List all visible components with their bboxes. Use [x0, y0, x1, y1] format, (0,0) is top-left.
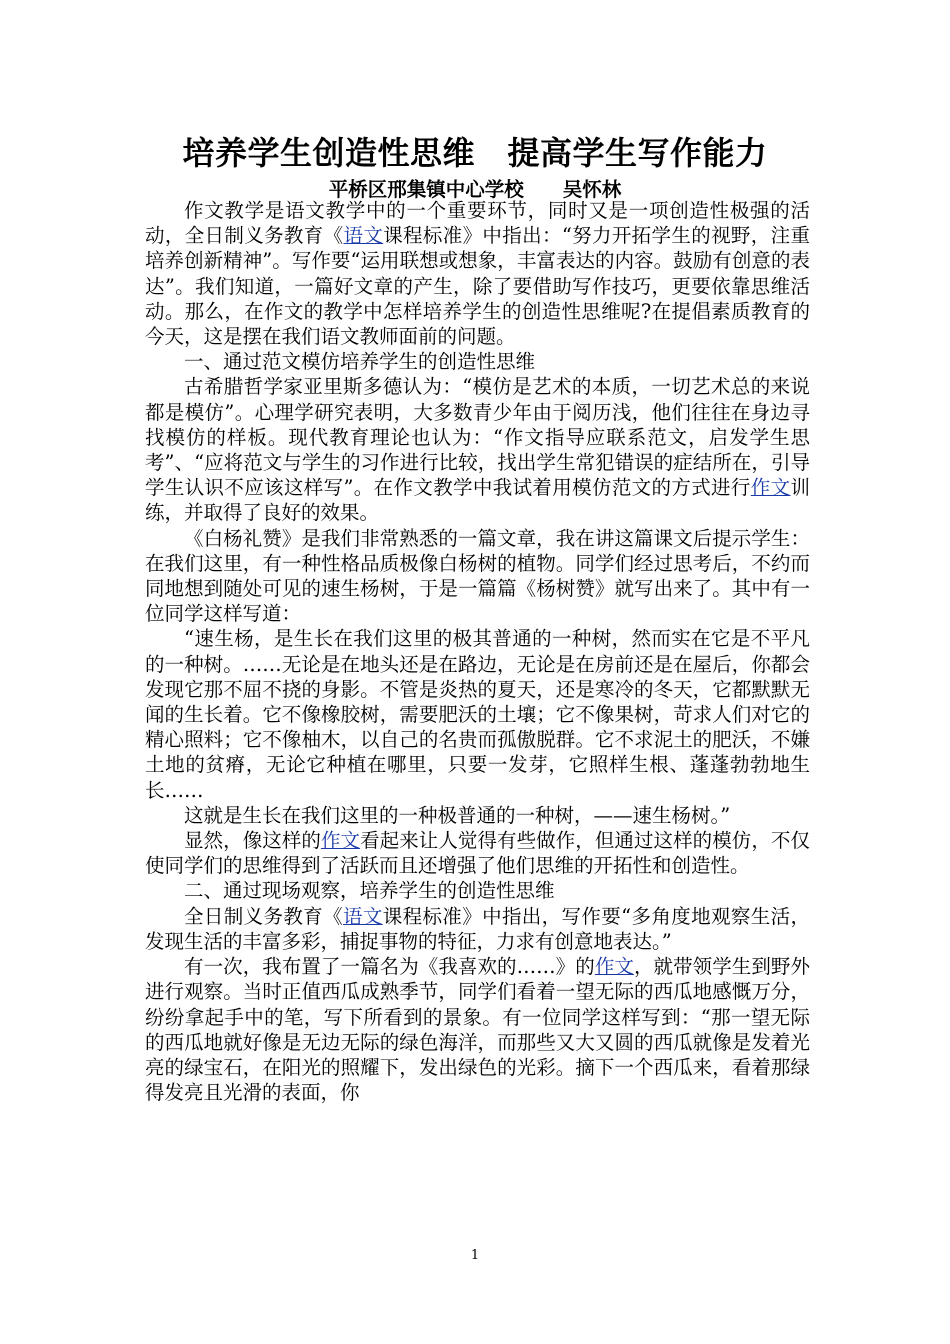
paragraph-text: 显然，像这样的	[184, 829, 321, 853]
paragraph-text: 作文教学是语文教学中的一个重要环节，同时又是一项创造性极强的活动，全日制义务教育《	[145, 199, 810, 248]
paragraph	[145, 526, 810, 627]
document-title: 培养学生创造性思维 提高学生写作能力	[182, 134, 768, 172]
paragraph-text: “速生杨，是生长在我们这里的极其普通的一种树，然而实在它是不平凡的一种树。……无论是在地头还是在路边，无论是在房前还是在屋后，你都会发现它那不屈不挠的身影。不管是炎热的夏天，还是寒冷的冬天，它都默默无闻的生长着。它不像橡胶树，需要肥沃的土壤；它不像果树，苛求人们对它的精心照料；它不像柚木，以自己的名贵而孤傲脱群。它不求泥土的肥沃，不嫌土地的贫瘠，无论它种植在哪里，只要一发芽，它照样生根、蓬蓬勃勃地生长……	[145, 627, 810, 802]
paragraph	[145, 828, 810, 878]
paragraph-text: 《白杨礼赞》是我们非常熟悉的一篇文章，我在讲这篇课文后提示学生：在我们这里，有一种性格品质极像白杨树的植物。同学们经过思考后，不约而同地想到随处可见的速生杨树，于是一篇篇《杨树赞》就写出来了。其中有一位同学这样写道：	[145, 526, 810, 626]
keyword-link[interactable]: 作文	[750, 476, 791, 500]
paragraph-text: ，就带领学生到野外进行观察。当时正值西瓜成熟季节，同学们看着一望无际的西瓜地感慨万分，纷纷拿起手中的笔，写下所看到的景象。有一位同学这样写到：“那一望无际的西瓜地就好像是无边无际的绿色海洋，而那些又大又圆的西瓜就像是发着光亮的绿宝石，在阳光的照耀下，发出绿色的光彩。摘下一个西瓜来，看着那绿得发亮且光滑的表面，你	[145, 955, 810, 1105]
paragraph	[145, 954, 810, 1105]
section-heading	[145, 878, 810, 903]
keyword-link[interactable]: 语文	[343, 224, 384, 248]
paragraph-text: 课程标准》中指出，写作要“多角度地观察生活，发现生活的丰富多彩，捕捉事物的特征，力求有创意地表达。”	[145, 904, 810, 953]
paragraph	[145, 803, 810, 828]
paragraph	[145, 626, 810, 802]
section-heading	[145, 349, 810, 374]
paragraph	[145, 198, 810, 349]
paragraph-text: 这就是生长在我们这里的一种极普通的一种树，——速生杨树。”	[184, 803, 731, 827]
paragraph-text: 课程标准》中指出：“努力开拓学生的视野，注重培养创新精神”。写作要“运用联想或想象，丰富表达的内容。鼓励有创意的表达”。我们知道，一篇好文章的产生，除了要借助写作技巧，更要依靠思维活动。那么，在作文的教学中怎样培养学生的创造性思维呢?在提倡素质教育的今天，这是摆在我们语文教师面前的问题。	[145, 224, 810, 349]
article-body	[145, 198, 810, 1105]
paragraph-text: 二、通过现场观察，培养学生的创造性思维	[184, 879, 555, 903]
paragraph	[145, 904, 810, 954]
page-number: 1	[470, 1248, 480, 1263]
paragraph-text: 全日制义务教育《	[184, 904, 343, 928]
keyword-link[interactable]: 作文	[594, 955, 634, 979]
paragraph-text: 看起来让人觉得有些做作，但通过这样的模仿，不仅使同学们的思维得到了活跃而且还增强了他们思维的开拓性和创造性。	[145, 829, 810, 878]
author-byline: 平桥区邢集镇中心学校 吴怀林	[328, 178, 622, 201]
keyword-link[interactable]: 作文	[320, 829, 361, 853]
keyword-link[interactable]: 语文	[342, 904, 383, 928]
paragraph-text: 一、通过范文模仿培养学生的创造性思维	[184, 350, 536, 374]
paragraph-text: 训练，并取得了良好的效果。	[145, 476, 810, 525]
paragraph-text: 有一次，我布置了一篇名为《我喜欢的……》的	[184, 955, 595, 979]
paragraph	[145, 374, 810, 525]
paragraph-text: 古希腊哲学家亚里斯多德认为：“模仿是艺术的本质，一切艺术总的来说都是模仿”。心理学研究表明，大多数青少年由于阅历浅，他们往往在身边寻找模仿的样板。现代教育理论也认为：“作文指导应联系范文，启发学生思考”、“应将范文与学生的习作进行比较，找出学生常犯错误的症结所在，引导学生认识不应该这样写”。在作文教学中我试着用模仿范文的方式进行	[145, 375, 810, 500]
